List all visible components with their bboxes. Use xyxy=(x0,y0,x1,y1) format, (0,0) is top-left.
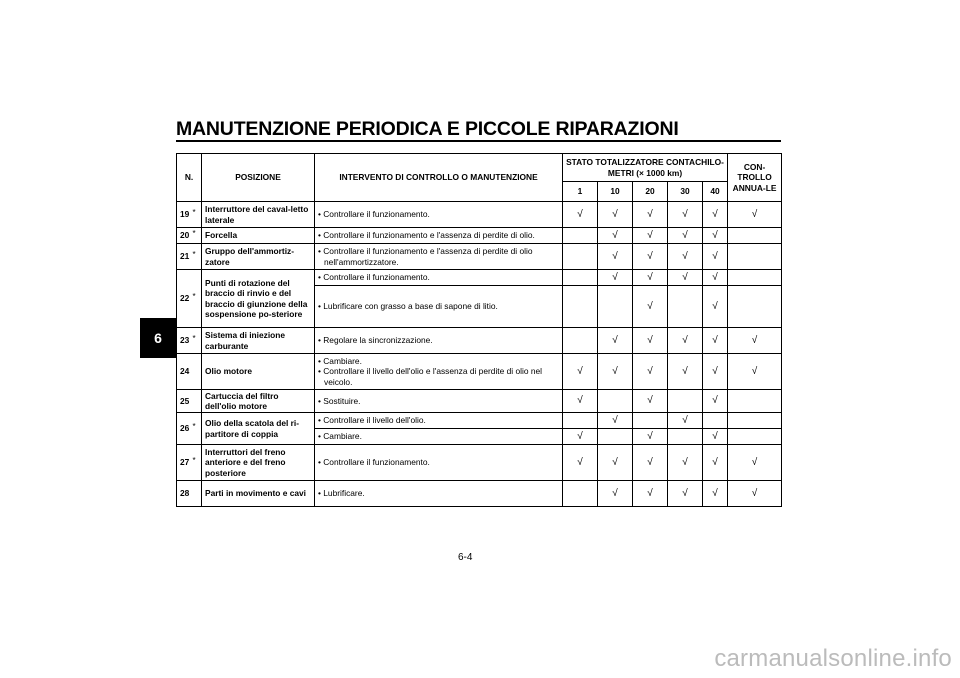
check-cell xyxy=(668,390,703,413)
check-cell: √ xyxy=(703,228,728,244)
row-position: Olio della scatola del ri-partitore di coppia xyxy=(202,413,315,445)
table-row xyxy=(177,413,782,429)
annual-check-cell xyxy=(728,228,782,244)
row-marker xyxy=(190,228,202,244)
check-cell xyxy=(563,413,598,429)
check-cell: √ xyxy=(668,270,703,286)
check-cell xyxy=(598,390,633,413)
row-number: 21 xyxy=(177,244,190,270)
table-row xyxy=(177,228,782,244)
row-number: 23 xyxy=(177,328,190,354)
check-cell: √ xyxy=(563,354,598,390)
check-cell: √ xyxy=(703,328,728,354)
annual-check-cell: √ xyxy=(728,202,782,228)
table-row xyxy=(177,328,782,354)
action-line: • Controllare il funzionamento e l'assenza di perdite di olio. xyxy=(318,230,535,241)
check-cell: √ xyxy=(633,481,668,507)
table-row xyxy=(177,270,782,286)
annual-check-cell: √ xyxy=(728,445,782,481)
row-marker xyxy=(190,244,202,270)
annual-check-cell xyxy=(728,429,782,445)
check-cell: √ xyxy=(703,429,728,445)
header-km-10: 10 xyxy=(598,182,633,202)
annual-check-cell xyxy=(728,413,782,429)
check-cell: √ xyxy=(633,390,668,413)
check-cell: √ xyxy=(668,354,703,390)
row-number: 26 xyxy=(177,413,190,445)
action-line: • Controllare il livello dell'olio. xyxy=(318,415,426,426)
check-cell: √ xyxy=(633,328,668,354)
check-cell: √ xyxy=(668,445,703,481)
check-cell xyxy=(563,286,598,328)
check-cell: √ xyxy=(703,445,728,481)
row-marker xyxy=(190,445,202,481)
header-stato-contachilometri: STATO TOTALIZZATORE CONTACHILO-METRI (× 1000 km) xyxy=(563,154,728,182)
check-cell: √ xyxy=(633,270,668,286)
check-cell: √ xyxy=(703,481,728,507)
check-cell: √ xyxy=(633,286,668,328)
action-line: • Lubrificare con grasso a base di sapone di litio. xyxy=(318,301,498,312)
action-line: • Controllare il funzionamento. xyxy=(318,209,430,220)
row-position: Cartuccia del filtro dell'olio motore xyxy=(202,390,315,413)
check-cell: √ xyxy=(668,228,703,244)
watermark: carmanualsonline.info xyxy=(714,645,952,672)
check-cell: √ xyxy=(563,429,598,445)
check-cell: √ xyxy=(598,354,633,390)
action-line: • Cambiare. xyxy=(318,356,362,367)
check-cell: √ xyxy=(703,270,728,286)
check-cell: √ xyxy=(598,413,633,429)
annual-check-cell: √ xyxy=(728,481,782,507)
row-action xyxy=(315,228,563,244)
row-action xyxy=(315,445,563,481)
check-cell: √ xyxy=(633,202,668,228)
row-position: Interruttori del freno anteriore e del freno posteriore xyxy=(202,445,315,481)
row-action xyxy=(315,244,563,270)
row-action xyxy=(315,286,563,328)
table-row xyxy=(177,481,782,507)
check-cell: √ xyxy=(668,202,703,228)
table-row xyxy=(177,354,782,390)
annual-check-cell xyxy=(728,270,782,286)
row-number: 20 xyxy=(177,228,190,244)
row-number: 28 xyxy=(177,481,190,507)
annual-check-cell: √ xyxy=(728,354,782,390)
row-action xyxy=(315,429,563,445)
asterisk-marker: * xyxy=(192,455,196,465)
row-number: 25 xyxy=(177,390,190,413)
header-controllo-annuale: CON-TROLLO ANNUA-LE xyxy=(728,154,782,202)
table-row xyxy=(177,445,782,481)
page-title: MANUTENZIONE PERIODICA E PICCOLE RIPARAZIONI xyxy=(176,118,679,140)
annual-check-cell xyxy=(728,390,782,413)
asterisk-marker: * xyxy=(192,333,196,343)
asterisk-marker: * xyxy=(192,421,196,431)
check-cell xyxy=(563,244,598,270)
row-marker xyxy=(190,328,202,354)
header-km-1: 1 xyxy=(563,182,598,202)
chapter-tab: 6 xyxy=(140,318,176,358)
header-km-40: 40 xyxy=(703,182,728,202)
check-cell xyxy=(563,228,598,244)
annual-check-cell: √ xyxy=(728,328,782,354)
asterisk-marker: * xyxy=(192,207,196,217)
row-position: Gruppo dell'ammortiz-zatore xyxy=(202,244,315,270)
check-cell: √ xyxy=(668,328,703,354)
row-action xyxy=(315,481,563,507)
header-km-30: 30 xyxy=(668,182,703,202)
check-cell xyxy=(633,413,668,429)
check-cell: √ xyxy=(668,244,703,270)
check-cell xyxy=(668,286,703,328)
check-cell xyxy=(563,328,598,354)
action-line: • Lubrificare. xyxy=(318,488,365,499)
check-cell: √ xyxy=(633,228,668,244)
row-marker xyxy=(190,202,202,228)
maintenance-table xyxy=(176,153,782,507)
check-cell: √ xyxy=(598,202,633,228)
row-action xyxy=(315,390,563,413)
table-row xyxy=(177,390,782,413)
row-position: Sistema di iniezione carburante xyxy=(202,328,315,354)
header-n: N. xyxy=(177,154,202,202)
maintenance-table-body xyxy=(177,202,782,507)
row-number: 24 xyxy=(177,354,190,390)
asterisk-marker: * xyxy=(192,291,196,301)
check-cell: √ xyxy=(563,390,598,413)
check-cell xyxy=(668,429,703,445)
check-cell: √ xyxy=(633,244,668,270)
check-cell: √ xyxy=(598,445,633,481)
title-rule xyxy=(176,140,781,142)
row-position: Interruttore del caval-letto laterale xyxy=(202,202,315,228)
row-number: 22 xyxy=(177,270,190,328)
table-row xyxy=(177,244,782,270)
header-posizione: POSIZIONE xyxy=(202,154,315,202)
row-marker xyxy=(190,413,202,445)
action-line: • Controllare il funzionamento e l'assenza di perdite di olio nell'ammortizzatore. xyxy=(318,246,533,267)
check-cell xyxy=(563,481,598,507)
check-cell: √ xyxy=(703,202,728,228)
header-intervento: INTERVENTO DI CONTROLLO O MANUTENZIONE xyxy=(315,154,563,202)
row-marker xyxy=(190,354,202,390)
check-cell xyxy=(563,270,598,286)
row-number: 19 xyxy=(177,202,190,228)
check-cell: √ xyxy=(598,481,633,507)
check-cell: √ xyxy=(703,390,728,413)
check-cell: √ xyxy=(598,244,633,270)
check-cell xyxy=(703,413,728,429)
check-cell: √ xyxy=(703,354,728,390)
check-cell: √ xyxy=(703,286,728,328)
check-cell: √ xyxy=(633,354,668,390)
check-cell: √ xyxy=(563,445,598,481)
row-action xyxy=(315,328,563,354)
check-cell xyxy=(598,429,633,445)
annual-check-cell xyxy=(728,244,782,270)
check-cell: √ xyxy=(563,202,598,228)
action-line: • Controllare il livello dell'olio e l'assenza di perdite di olio nel veicolo. xyxy=(318,366,542,387)
action-line: • Sostituire. xyxy=(318,395,361,406)
table-row xyxy=(177,202,782,228)
row-action xyxy=(315,202,563,228)
annual-check-cell xyxy=(728,286,782,328)
check-cell xyxy=(598,286,633,328)
row-marker xyxy=(190,481,202,507)
action-line: • Controllare il funzionamento. xyxy=(318,272,430,283)
page-number: 6-4 xyxy=(458,552,473,563)
action-line: • Controllare il funzionamento. xyxy=(318,457,430,468)
row-position: Olio motore xyxy=(202,354,315,390)
asterisk-marker: * xyxy=(192,249,196,259)
check-cell: √ xyxy=(598,270,633,286)
check-cell: √ xyxy=(668,481,703,507)
check-cell: √ xyxy=(633,445,668,481)
row-action xyxy=(315,270,563,286)
check-cell: √ xyxy=(633,429,668,445)
asterisk-marker: * xyxy=(192,228,196,238)
row-position: Parti in movimento e cavi xyxy=(202,481,315,507)
header-km-20: 20 xyxy=(633,182,668,202)
action-line: • Regolare la sincronizzazione. xyxy=(318,335,433,346)
row-action xyxy=(315,354,563,390)
check-cell: √ xyxy=(668,413,703,429)
check-cell: √ xyxy=(598,328,633,354)
check-cell: √ xyxy=(703,244,728,270)
row-action xyxy=(315,413,563,429)
row-marker xyxy=(190,270,202,328)
action-line: • Cambiare. xyxy=(318,431,362,442)
row-number: 27 xyxy=(177,445,190,481)
check-cell: √ xyxy=(598,228,633,244)
row-position: Punti di rotazione del braccio di rinvio e del braccio di giunzione della sospensione po-steriore xyxy=(202,270,315,328)
row-position: Forcella xyxy=(202,228,315,244)
row-marker xyxy=(190,390,202,413)
